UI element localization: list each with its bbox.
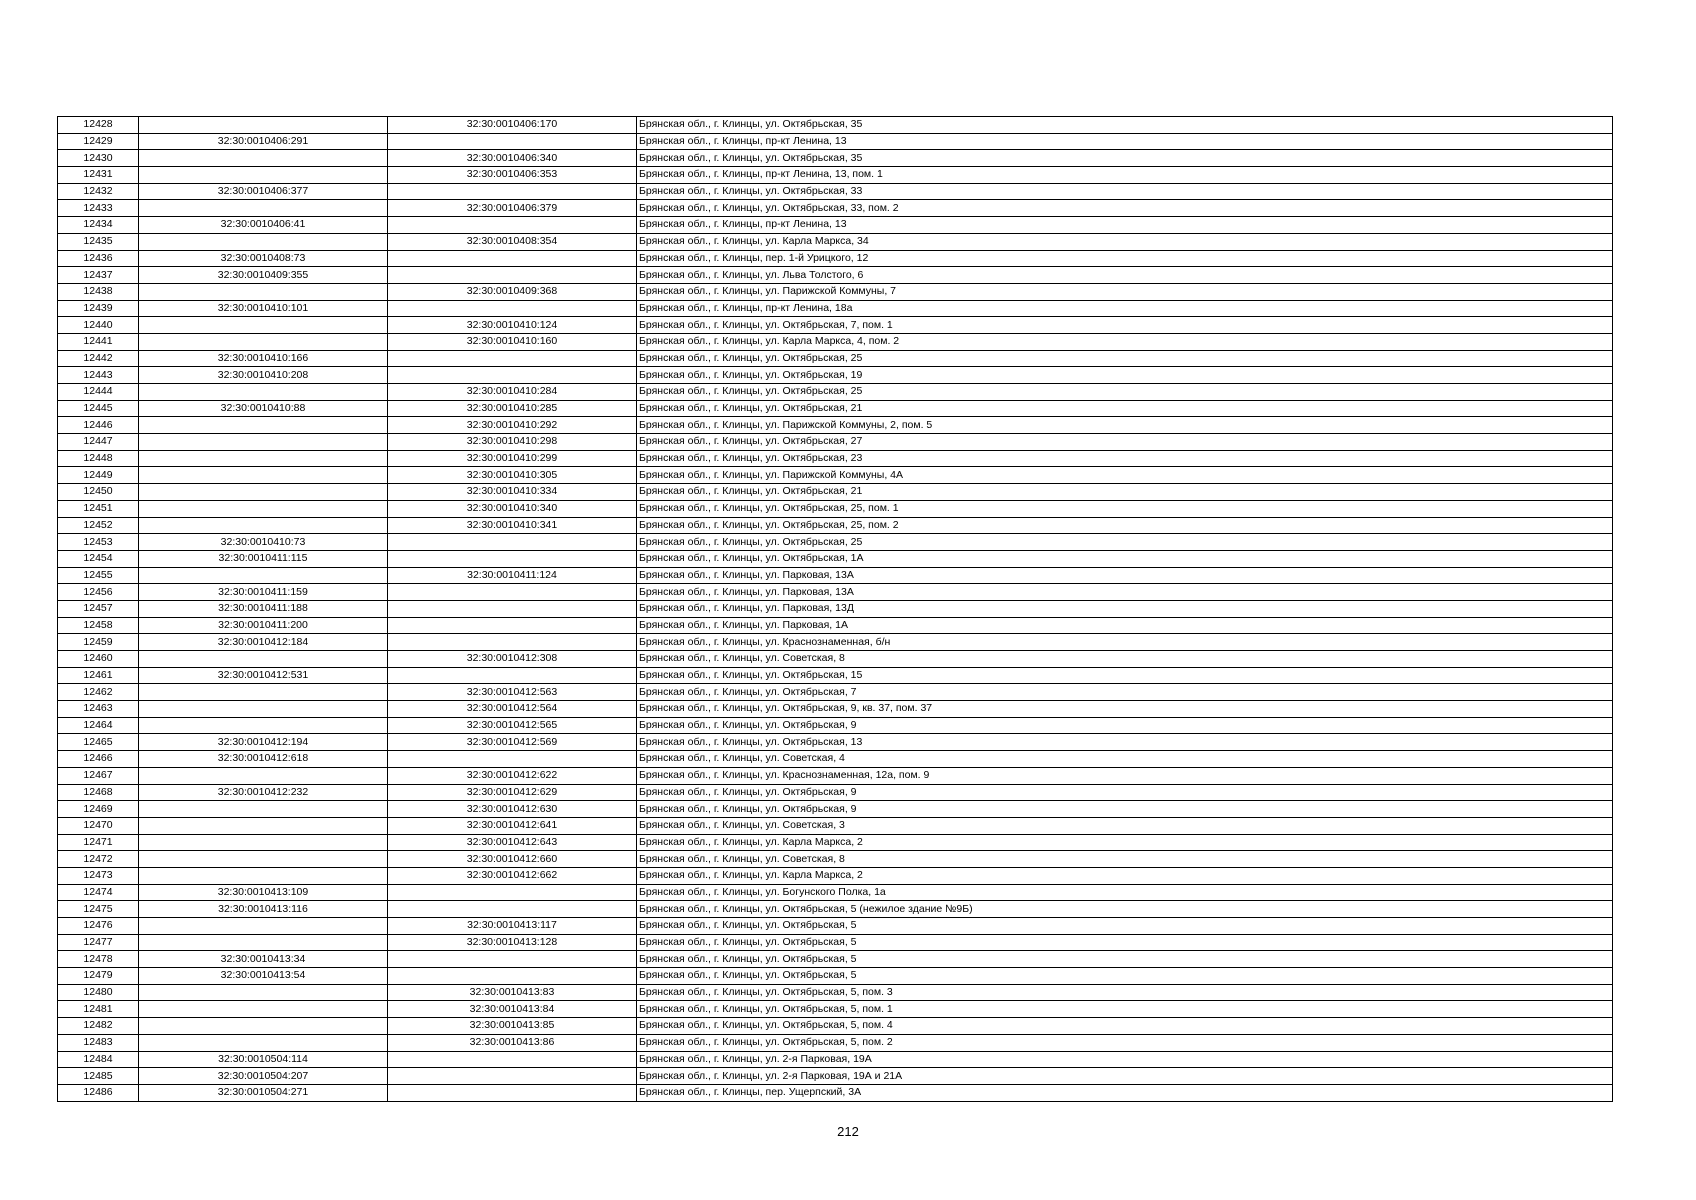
- table-row: [58, 1001, 1613, 1018]
- table-row: [58, 200, 1613, 217]
- cadastral-number-secondary-cell: 32:30:0010410:285: [388, 400, 637, 417]
- cadastral-number-cell: [139, 567, 388, 584]
- table-row: [58, 350, 1613, 367]
- row-number-cell: 12449: [58, 467, 139, 484]
- row-number-cell: 12434: [58, 217, 139, 234]
- cadastral-number-secondary-cell: [388, 1068, 637, 1085]
- address-cell: Брянская обл., г. Клинцы, ул. Советская, 3: [637, 817, 1613, 834]
- cadastral-number-cell: [139, 233, 388, 250]
- address-cell: Брянская обл., г. Клинцы, ул. Октябрьская, 15: [637, 667, 1613, 684]
- address-cell: Брянская обл., г. Клинцы, ул. Октябрьская, 9: [637, 784, 1613, 801]
- cadastral-number-secondary-cell: 32:30:0010412:622: [388, 767, 637, 784]
- table-row: [58, 734, 1613, 751]
- cadastral-number-secondary-cell: 32:30:0010410:305: [388, 467, 637, 484]
- table-row: [58, 567, 1613, 584]
- cadastral-number-cell: 32:30:0010406:377: [139, 183, 388, 200]
- cadastral-number-secondary-cell: 32:30:0010406:340: [388, 150, 637, 167]
- address-cell: Брянская обл., г. Клинцы, пер. 1-й Урицкого, 12: [637, 250, 1613, 267]
- row-number-cell: 12458: [58, 617, 139, 634]
- table-row: [58, 367, 1613, 384]
- address-cell: Брянская обл., г. Клинцы, ул. Карла Маркса, 4, пом. 2: [637, 333, 1613, 350]
- cadastral-number-cell: [139, 701, 388, 718]
- cadastral-number-cell: [139, 283, 388, 300]
- row-number-cell: 12437: [58, 267, 139, 284]
- cadastral-number-cell: [139, 434, 388, 451]
- row-number-cell: 12481: [58, 1001, 139, 1018]
- cadastral-number-secondary-cell: [388, 217, 637, 234]
- cadastral-number-secondary-cell: [388, 1084, 637, 1101]
- cadastral-number-secondary-cell: 32:30:0010412:643: [388, 834, 637, 851]
- table-row: [58, 267, 1613, 284]
- row-number-cell: 12466: [58, 751, 139, 768]
- registry-table: [57, 116, 1613, 1102]
- cadastral-number-cell: [139, 984, 388, 1001]
- address-cell: Брянская обл., г. Клинцы, ул. Октябрьская, 5 (нежилое здание №9Б): [637, 901, 1613, 918]
- address-cell: Брянская обл., г. Клинцы, ул. Октябрьская, 1А: [637, 550, 1613, 567]
- table-row: [58, 884, 1613, 901]
- cadastral-number-secondary-cell: [388, 884, 637, 901]
- page-number: 212: [837, 1124, 859, 1139]
- row-number-cell: 12444: [58, 384, 139, 401]
- address-cell: Брянская обл., г. Клинцы, ул. Октябрьская, 9: [637, 717, 1613, 734]
- cadastral-number-secondary-cell: 32:30:0010412:564: [388, 701, 637, 718]
- address-cell: Брянская обл., г. Клинцы, ул. Октябрьская, 21: [637, 400, 1613, 417]
- address-cell: Брянская обл., г. Клинцы, ул. Октябрьская, 33, пом. 2: [637, 200, 1613, 217]
- table-row: [58, 233, 1613, 250]
- table-row: [58, 467, 1613, 484]
- table-row: [58, 767, 1613, 784]
- table-row: [58, 684, 1613, 701]
- row-number-cell: 12454: [58, 550, 139, 567]
- registry-table-body: [58, 117, 1613, 1102]
- cadastral-number-secondary-cell: [388, 300, 637, 317]
- row-number-cell: 12459: [58, 634, 139, 651]
- cadastral-number-cell: [139, 150, 388, 167]
- address-cell: Брянская обл., г. Клинцы, пр-кт Ленина, 13: [637, 217, 1613, 234]
- table-row: [58, 867, 1613, 884]
- row-number-cell: 12447: [58, 434, 139, 451]
- row-number-cell: 12480: [58, 984, 139, 1001]
- row-number-cell: 12469: [58, 801, 139, 818]
- cadastral-number-cell: 32:30:0010408:73: [139, 250, 388, 267]
- table-row: [58, 150, 1613, 167]
- cadastral-number-cell: 32:30:0010409:355: [139, 267, 388, 284]
- cadastral-number-cell: 32:30:0010412:232: [139, 784, 388, 801]
- address-cell: Брянская обл., г. Клинцы, ул. Карла Маркса, 34: [637, 233, 1613, 250]
- cadastral-number-cell: 32:30:0010504:114: [139, 1051, 388, 1068]
- cadastral-number-secondary-cell: 32:30:0010410:299: [388, 450, 637, 467]
- row-number-cell: 12453: [58, 534, 139, 551]
- cadastral-number-secondary-cell: 32:30:0010413:86: [388, 1034, 637, 1051]
- address-cell: Брянская обл., г. Клинцы, пр-кт Ленина, 13, пом. 1: [637, 167, 1613, 184]
- address-cell: Брянская обл., г. Клинцы, ул. Октябрьская, 33: [637, 183, 1613, 200]
- table-row: [58, 1018, 1613, 1035]
- row-number-cell: 12443: [58, 367, 139, 384]
- cadastral-number-cell: [139, 517, 388, 534]
- cadastral-number-secondary-cell: [388, 617, 637, 634]
- row-number-cell: 12430: [58, 150, 139, 167]
- cadastral-number-cell: 32:30:0010406:41: [139, 217, 388, 234]
- row-number-cell: 12483: [58, 1034, 139, 1051]
- table-row: [58, 283, 1613, 300]
- table-row: [58, 918, 1613, 935]
- row-number-cell: 12448: [58, 450, 139, 467]
- row-number-cell: 12442: [58, 350, 139, 367]
- address-cell: Брянская обл., г. Клинцы, ул. Октябрьская, 5, пом. 4: [637, 1018, 1613, 1035]
- address-cell: Брянская обл., г. Клинцы, ул. Октябрьская, 5: [637, 951, 1613, 968]
- table-row: [58, 333, 1613, 350]
- table-row: [58, 667, 1613, 684]
- cadastral-number-secondary-cell: [388, 250, 637, 267]
- row-number-cell: 12433: [58, 200, 139, 217]
- table-row: [58, 717, 1613, 734]
- row-number-cell: 12440: [58, 317, 139, 334]
- address-cell: Брянская обл., г. Клинцы, ул. Льва Толстого, 6: [637, 267, 1613, 284]
- row-number-cell: 12467: [58, 767, 139, 784]
- cadastral-number-secondary-cell: [388, 183, 637, 200]
- table-row: [58, 617, 1613, 634]
- address-cell: Брянская обл., г. Клинцы, ул. Октябрьская, 25, пом. 2: [637, 517, 1613, 534]
- address-cell: Брянская обл., г. Клинцы, пр-кт Ленина, 18а: [637, 300, 1613, 317]
- cadastral-number-secondary-cell: 32:30:0010406:379: [388, 200, 637, 217]
- table-row: [58, 534, 1613, 551]
- table-row: [58, 968, 1613, 985]
- cadastral-number-cell: 32:30:0010406:291: [139, 133, 388, 150]
- row-number-cell: 12471: [58, 834, 139, 851]
- cadastral-number-secondary-cell: 32:30:0010412:630: [388, 801, 637, 818]
- cadastral-number-secondary-cell: [388, 534, 637, 551]
- cadastral-number-cell: 32:30:0010412:194: [139, 734, 388, 751]
- cadastral-number-secondary-cell: 32:30:0010410:292: [388, 417, 637, 434]
- row-number-cell: 12455: [58, 567, 139, 584]
- row-number-cell: 12468: [58, 784, 139, 801]
- address-cell: Брянская обл., г. Клинцы, ул. Советская, 4: [637, 751, 1613, 768]
- address-cell: Брянская обл., г. Клинцы, ул. Парижской Коммуны, 7: [637, 283, 1613, 300]
- address-cell: Брянская обл., г. Клинцы, ул. Октябрьская, 5, пом. 1: [637, 1001, 1613, 1018]
- cadastral-number-cell: [139, 1001, 388, 1018]
- cadastral-number-cell: [139, 684, 388, 701]
- table-row: [58, 751, 1613, 768]
- cadastral-number-cell: [139, 834, 388, 851]
- cadastral-number-secondary-cell: 32:30:0010413:85: [388, 1018, 637, 1035]
- table-row: [58, 634, 1613, 651]
- cadastral-number-secondary-cell: [388, 667, 637, 684]
- row-number-cell: 12464: [58, 717, 139, 734]
- cadastral-number-cell: 32:30:0010410:73: [139, 534, 388, 551]
- address-cell: Брянская обл., г. Клинцы, ул. Октябрьская, 9: [637, 801, 1613, 818]
- cadastral-number-cell: [139, 651, 388, 668]
- table-row: [58, 801, 1613, 818]
- cadastral-number-cell: 32:30:0010412:618: [139, 751, 388, 768]
- row-number-cell: 12461: [58, 667, 139, 684]
- table-row: [58, 400, 1613, 417]
- row-number-cell: 12486: [58, 1084, 139, 1101]
- cadastral-number-secondary-cell: [388, 901, 637, 918]
- cadastral-number-cell: [139, 1018, 388, 1035]
- address-cell: Брянская обл., г. Клинцы, ул. Парижской Коммуны, 2, пом. 5: [637, 417, 1613, 434]
- cadastral-number-cell: 32:30:0010504:207: [139, 1068, 388, 1085]
- address-cell: Брянская обл., г. Клинцы, ул. Карла Маркса, 2: [637, 867, 1613, 884]
- address-cell: Брянская обл., г. Клинцы, ул. Октябрьская, 13: [637, 734, 1613, 751]
- table-row: [58, 450, 1613, 467]
- cadastral-number-cell: [139, 467, 388, 484]
- cadastral-number-secondary-cell: 32:30:0010406:170: [388, 117, 637, 134]
- row-number-cell: 12462: [58, 684, 139, 701]
- cadastral-number-secondary-cell: 32:30:0010412:641: [388, 817, 637, 834]
- row-number-cell: 12445: [58, 400, 139, 417]
- cadastral-number-cell: [139, 934, 388, 951]
- row-number-cell: 12438: [58, 283, 139, 300]
- address-cell: Брянская обл., г. Клинцы, ул. Октябрьская, 27: [637, 434, 1613, 451]
- address-cell: Брянская обл., г. Клинцы, ул. Октябрьская, 25: [637, 384, 1613, 401]
- table-row: [58, 784, 1613, 801]
- address-cell: Брянская обл., г. Клинцы, пр-кт Ленина, 13: [637, 133, 1613, 150]
- cadastral-number-secondary-cell: 32:30:0010409:368: [388, 283, 637, 300]
- cadastral-number-secondary-cell: 32:30:0010410:284: [388, 384, 637, 401]
- table-row: [58, 951, 1613, 968]
- cadastral-number-cell: [139, 851, 388, 868]
- address-cell: Брянская обл., г. Клинцы, ул. Октябрьская, 25: [637, 534, 1613, 551]
- address-cell: Брянская обл., г. Клинцы, ул. Краснознаменная, б/н: [637, 634, 1613, 651]
- table-row: [58, 317, 1613, 334]
- cadastral-number-secondary-cell: [388, 600, 637, 617]
- cadastral-number-secondary-cell: [388, 350, 637, 367]
- row-number-cell: 12470: [58, 817, 139, 834]
- address-cell: Брянская обл., г. Клинцы, ул. Карла Маркса, 2: [637, 834, 1613, 851]
- cadastral-number-secondary-cell: [388, 133, 637, 150]
- address-cell: Брянская обл., г. Клинцы, ул. Советская, 8: [637, 851, 1613, 868]
- table-row: [58, 384, 1613, 401]
- row-number-cell: 12451: [58, 500, 139, 517]
- cadastral-number-secondary-cell: [388, 267, 637, 284]
- cadastral-number-secondary-cell: 32:30:0010413:128: [388, 934, 637, 951]
- cadastral-number-secondary-cell: 32:30:0010410:160: [388, 333, 637, 350]
- row-number-cell: 12436: [58, 250, 139, 267]
- cadastral-number-cell: [139, 417, 388, 434]
- address-cell: Брянская обл., г. Клинцы, ул. Парижской Коммуны, 4А: [637, 467, 1613, 484]
- row-number-cell: 12477: [58, 934, 139, 951]
- table-row: [58, 984, 1613, 1001]
- cadastral-number-secondary-cell: 32:30:0010412:308: [388, 651, 637, 668]
- row-number-cell: 12429: [58, 133, 139, 150]
- table-row: [58, 250, 1613, 267]
- address-cell: Брянская обл., г. Клинцы, ул. Октябрьская, 25, пом. 1: [637, 500, 1613, 517]
- row-number-cell: 12482: [58, 1018, 139, 1035]
- cadastral-number-secondary-cell: 32:30:0010413:84: [388, 1001, 637, 1018]
- row-number-cell: 12450: [58, 484, 139, 501]
- table-row: [58, 834, 1613, 851]
- cadastral-number-cell: [139, 867, 388, 884]
- row-number-cell: 12475: [58, 901, 139, 918]
- address-cell: Брянская обл., г. Клинцы, ул. Краснознаменная, 12а, пом. 9: [637, 767, 1613, 784]
- row-number-cell: 12479: [58, 968, 139, 985]
- cadastral-number-cell: 32:30:0010411:159: [139, 584, 388, 601]
- row-number-cell: 12456: [58, 584, 139, 601]
- cadastral-number-cell: [139, 333, 388, 350]
- row-number-cell: 12463: [58, 701, 139, 718]
- table-row: [58, 417, 1613, 434]
- table-row: [58, 117, 1613, 134]
- cadastral-number-secondary-cell: 32:30:0010413:117: [388, 918, 637, 935]
- address-cell: Брянская обл., г. Клинцы, ул. Октябрьская, 35: [637, 117, 1613, 134]
- cadastral-number-cell: [139, 384, 388, 401]
- address-cell: Брянская обл., г. Клинцы, ул. 2-я Парковая, 19А: [637, 1051, 1613, 1068]
- table-row: [58, 500, 1613, 517]
- table-row: [58, 1034, 1613, 1051]
- row-number-cell: 12473: [58, 867, 139, 884]
- row-number-cell: 12432: [58, 183, 139, 200]
- cadastral-number-cell: 32:30:0010411:188: [139, 600, 388, 617]
- cadastral-number-cell: 32:30:0010413:109: [139, 884, 388, 901]
- cadastral-number-cell: 32:30:0010413:116: [139, 901, 388, 918]
- cadastral-number-cell: 32:30:0010412:184: [139, 634, 388, 651]
- table-row: [58, 1068, 1613, 1085]
- address-cell: Брянская обл., г. Клинцы, ул. Парковая, 13Д: [637, 600, 1613, 617]
- cadastral-number-cell: 32:30:0010410:208: [139, 367, 388, 384]
- cadastral-number-cell: 32:30:0010410:101: [139, 300, 388, 317]
- table-row: [58, 851, 1613, 868]
- address-cell: Брянская обл., г. Клинцы, ул. Парковая, 13А: [637, 567, 1613, 584]
- table-row: [58, 1051, 1613, 1068]
- address-cell: Брянская обл., г. Клинцы, ул. Октябрьская, 7: [637, 684, 1613, 701]
- cadastral-number-secondary-cell: 32:30:0010412:660: [388, 851, 637, 868]
- row-number-cell: 12457: [58, 600, 139, 617]
- address-cell: Брянская обл., г. Клинцы, пер. Ущерпский, 3А: [637, 1084, 1613, 1101]
- table-row: [58, 133, 1613, 150]
- cadastral-number-secondary-cell: 32:30:0010406:353: [388, 167, 637, 184]
- cadastral-number-secondary-cell: [388, 634, 637, 651]
- cadastral-number-cell: 32:30:0010413:54: [139, 968, 388, 985]
- cadastral-number-secondary-cell: [388, 367, 637, 384]
- row-number-cell: 12485: [58, 1068, 139, 1085]
- table-row: [58, 550, 1613, 567]
- table-row: [58, 167, 1613, 184]
- cadastral-number-cell: [139, 717, 388, 734]
- table-row: [58, 934, 1613, 951]
- cadastral-number-secondary-cell: 32:30:0010410:334: [388, 484, 637, 501]
- address-cell: Брянская обл., г. Клинцы, ул. Октябрьская, 5, пом. 3: [637, 984, 1613, 1001]
- row-number-cell: 12428: [58, 117, 139, 134]
- address-cell: Брянская обл., г. Клинцы, ул. Октябрьская, 25: [637, 350, 1613, 367]
- cadastral-number-secondary-cell: [388, 1051, 637, 1068]
- cadastral-number-secondary-cell: 32:30:0010412:629: [388, 784, 637, 801]
- address-cell: Брянская обл., г. Клинцы, ул. Октябрьская, 5: [637, 934, 1613, 951]
- cadastral-number-secondary-cell: 32:30:0010410:341: [388, 517, 637, 534]
- table-row: [58, 183, 1613, 200]
- address-cell: Брянская обл., г. Клинцы, ул. Октябрьская, 23: [637, 450, 1613, 467]
- cadastral-number-secondary-cell: [388, 550, 637, 567]
- row-number-cell: 12465: [58, 734, 139, 751]
- table-row: [58, 651, 1613, 668]
- row-number-cell: 12446: [58, 417, 139, 434]
- address-cell: Брянская обл., г. Клинцы, ул. Богунского Полка, 1а: [637, 884, 1613, 901]
- cadastral-number-secondary-cell: 32:30:0010412:569: [388, 734, 637, 751]
- cadastral-number-cell: [139, 200, 388, 217]
- cadastral-number-cell: 32:30:0010504:271: [139, 1084, 388, 1101]
- row-number-cell: 12478: [58, 951, 139, 968]
- address-cell: Брянская обл., г. Клинцы, ул. Октябрьская, 19: [637, 367, 1613, 384]
- row-number-cell: 12452: [58, 517, 139, 534]
- cadastral-number-secondary-cell: [388, 751, 637, 768]
- address-cell: Брянская обл., г. Клинцы, ул. Октябрьская, 5, пом. 2: [637, 1034, 1613, 1051]
- cadastral-number-cell: [139, 817, 388, 834]
- row-number-cell: 12474: [58, 884, 139, 901]
- row-number-cell: 12484: [58, 1051, 139, 1068]
- address-cell: Брянская обл., г. Клинцы, ул. Парковая, 13А: [637, 584, 1613, 601]
- address-cell: Брянская обл., г. Клинцы, ул. Октябрьская, 21: [637, 484, 1613, 501]
- row-number-cell: 12460: [58, 651, 139, 668]
- table-row: [58, 901, 1613, 918]
- cadastral-number-secondary-cell: 32:30:0010410:298: [388, 434, 637, 451]
- cadastral-number-cell: [139, 450, 388, 467]
- cadastral-number-cell: 32:30:0010410:88: [139, 400, 388, 417]
- cadastral-number-cell: 32:30:0010412:531: [139, 667, 388, 684]
- cadastral-number-secondary-cell: 32:30:0010411:124: [388, 567, 637, 584]
- cadastral-number-cell: [139, 117, 388, 134]
- cadastral-number-cell: [139, 317, 388, 334]
- address-cell: Брянская обл., г. Клинцы, ул. Октябрьская, 35: [637, 150, 1613, 167]
- cadastral-number-cell: 32:30:0010413:34: [139, 951, 388, 968]
- address-cell: Брянская обл., г. Клинцы, ул. Октябрьская, 7, пом. 1: [637, 317, 1613, 334]
- cadastral-number-cell: [139, 918, 388, 935]
- cadastral-number-cell: [139, 500, 388, 517]
- cadastral-number-secondary-cell: 32:30:0010412:563: [388, 684, 637, 701]
- cadastral-number-secondary-cell: [388, 968, 637, 985]
- cadastral-number-secondary-cell: [388, 951, 637, 968]
- cadastral-number-secondary-cell: 32:30:0010412:662: [388, 867, 637, 884]
- cadastral-number-secondary-cell: 32:30:0010412:565: [388, 717, 637, 734]
- row-number-cell: 12435: [58, 233, 139, 250]
- table-row: [58, 600, 1613, 617]
- cadastral-number-cell: 32:30:0010411:115: [139, 550, 388, 567]
- cadastral-number-secondary-cell: 32:30:0010410:124: [388, 317, 637, 334]
- address-cell: Брянская обл., г. Клинцы, ул. Октябрьская, 5: [637, 918, 1613, 935]
- table-row: [58, 584, 1613, 601]
- row-number-cell: 12439: [58, 300, 139, 317]
- row-number-cell: 12476: [58, 918, 139, 935]
- table-row: [58, 484, 1613, 501]
- address-cell: Брянская обл., г. Клинцы, ул. Октябрьская, 9, кв. 37, пом. 37: [637, 701, 1613, 718]
- address-cell: Брянская обл., г. Клинцы, ул. Парковая, 1А: [637, 617, 1613, 634]
- row-number-cell: 12441: [58, 333, 139, 350]
- cadastral-number-cell: [139, 801, 388, 818]
- address-cell: Брянская обл., г. Клинцы, ул. Советская, 8: [637, 651, 1613, 668]
- row-number-cell: 12472: [58, 851, 139, 868]
- cadastral-number-secondary-cell: [388, 584, 637, 601]
- table-row: [58, 434, 1613, 451]
- cadastral-number-cell: 32:30:0010410:166: [139, 350, 388, 367]
- row-number-cell: 12431: [58, 167, 139, 184]
- cadastral-number-secondary-cell: 32:30:0010408:354: [388, 233, 637, 250]
- cadastral-number-cell: [139, 167, 388, 184]
- cadastral-number-secondary-cell: 32:30:0010410:340: [388, 500, 637, 517]
- cadastral-number-cell: [139, 484, 388, 501]
- table-row: [58, 817, 1613, 834]
- table-row: [58, 217, 1613, 234]
- cadastral-number-secondary-cell: 32:30:0010413:83: [388, 984, 637, 1001]
- cadastral-number-cell: [139, 1034, 388, 1051]
- table-row: [58, 1084, 1613, 1101]
- table-row: [58, 300, 1613, 317]
- table-row: [58, 701, 1613, 718]
- address-cell: Брянская обл., г. Клинцы, ул. 2-я Парковая, 19А и 21А: [637, 1068, 1613, 1085]
- address-cell: Брянская обл., г. Клинцы, ул. Октябрьская, 5: [637, 968, 1613, 985]
- table-row: [58, 517, 1613, 534]
- cadastral-number-cell: 32:30:0010411:200: [139, 617, 388, 634]
- cadastral-number-cell: [139, 767, 388, 784]
